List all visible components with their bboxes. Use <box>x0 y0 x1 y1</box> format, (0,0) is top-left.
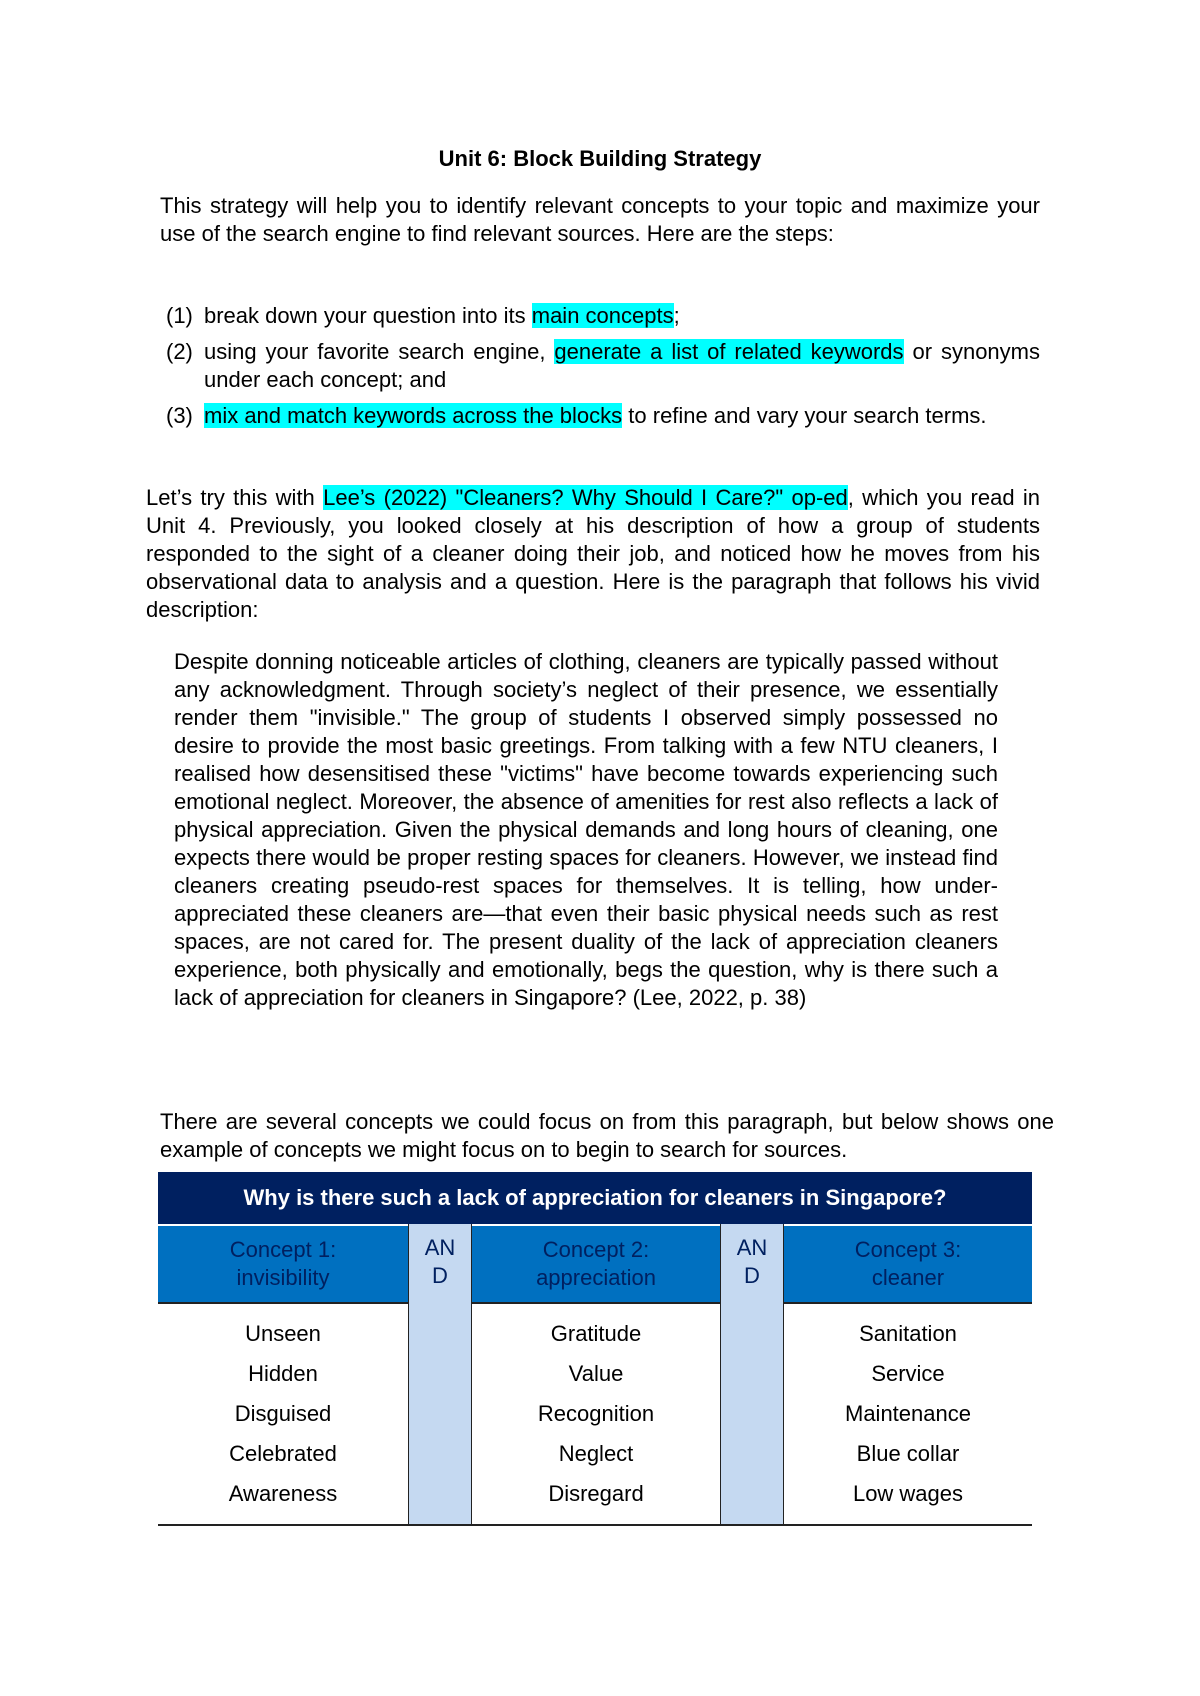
keyword-item: Disguised <box>234 1401 332 1426</box>
concept-2-keywords <box>472 1314 720 1514</box>
steps-list <box>166 302 1040 438</box>
step-highlight: generate a list of related keywords <box>554 339 904 364</box>
keyword-item: Value <box>568 1361 624 1386</box>
step-text-before: break down your question into its <box>204 303 532 328</box>
concept-3-name: cleaner <box>871 1265 945 1290</box>
concept-3-header <box>784 1226 1032 1304</box>
concept-header-row <box>158 1224 1032 1308</box>
page-title: Unit 6: Block Building Strategy <box>438 146 762 171</box>
step-number: (3) <box>166 403 193 428</box>
divider-line <box>784 1302 1032 1304</box>
concept-2-header <box>472 1226 720 1304</box>
keyword-item: Recognition <box>537 1401 655 1426</box>
keyword-item: Maintenance <box>845 1401 971 1426</box>
outro-paragraph: There are several concepts we could focus on from this paragraph, but below shows one example of concepts we might focus on to begin to search for sources. <box>160 1109 1054 1162</box>
concept-2-name: appreciation <box>536 1265 656 1290</box>
concept-1-header <box>158 1226 408 1304</box>
step-text <box>204 402 1040 430</box>
concept-2-label: Concept 2: <box>542 1237 650 1262</box>
and-operator-1: AN D <box>408 1224 472 1526</box>
table-question-header: Why is there such a lack of appreciation for cleaners in Singapore? <box>158 1172 1032 1224</box>
concept-3-keywords <box>784 1314 1032 1514</box>
keyword-item: Unseen <box>245 1321 321 1346</box>
keyword-item: Gratitude <box>550 1321 642 1346</box>
divider-line <box>472 1302 720 1304</box>
keyword-item: Hidden <box>248 1361 318 1386</box>
step-item <box>166 302 1040 330</box>
and-operator-2: AN D <box>720 1224 784 1526</box>
step-text-after: ; <box>673 303 680 328</box>
keyword-item: Neglect <box>558 1441 634 1466</box>
keyword-item: Low wages <box>852 1481 964 1506</box>
step-text <box>204 338 1040 394</box>
step-text-before: using your favorite search engine, <box>204 339 555 364</box>
keyword-item: Blue collar <box>856 1441 960 1466</box>
concept-table <box>158 1172 1032 1526</box>
concept-1-keywords <box>158 1314 408 1514</box>
keyword-item: Awareness <box>228 1481 338 1506</box>
keyword-item: Sanitation <box>859 1321 957 1346</box>
context-paragraph <box>146 484 1040 624</box>
concept-3-label: Concept 3: <box>854 1237 962 1262</box>
intro-paragraph: This strategy will help you to identify relevant concepts to your topic and maximize your use of the search engine to find relevant sources. Here are the steps: <box>160 193 1040 246</box>
divider-line <box>158 1302 408 1304</box>
block-quote: Despite donning noticeable articles of clothing, cleaners are typically passed without any acknowledgment. Through society’s neglect of their presence, we essentially render them "invisible." The group of students I observed simply possessed no desire to provide the most basic greetings. From talking with a few NTU cleaners, I realised how desensitised these "victims" have become towards experiencing such emotional neglect. Moreover, the absence of amenities for rest also reflects a lack of physical appreciation. Given the physical demands and long hours of cleaning, one expects there would be proper resting spaces for cleaners. However, we instead find cleaners creating pseudo-rest spaces for themselves. It is telling, how under-appreciated these cleaners are—that even their basic physical needs such as rest spaces, are not cared for. The present duality of the lack of appreciation cleaners experience, both physically and emotionally, begs the question, why is there such a lack of appreciation for cleaners in Singapore? (Lee, 2022, p. 38) <box>174 649 998 1010</box>
step-highlight: mix and match keywords across the blocks <box>204 403 623 428</box>
step-item <box>166 338 1040 394</box>
step-item <box>166 402 1040 430</box>
step-text-after: or synonyms under each concept; and <box>204 339 1040 392</box>
step-highlight: main concepts <box>531 303 674 328</box>
step-text <box>204 302 1040 330</box>
para-text-before: Let’s try this with <box>146 485 324 510</box>
para-text-after: , which you read in Unit 4. Previously, you looked closely at his description of how a group of students responded to the sight of a cleaner doing their job, and noticed how he moves from his observational data to analysis and a question. Here is the paragraph that follows his vivid description: <box>146 485 1040 622</box>
keyword-item: Celebrated <box>229 1441 337 1466</box>
table-bottom-border <box>158 1524 1032 1526</box>
concept-1-label: Concept 1: <box>229 1237 337 1262</box>
concept-1-name: invisibility <box>236 1265 330 1290</box>
step-number: (2) <box>166 339 193 364</box>
step-number: (1) <box>166 303 193 328</box>
step-text-after: to refine and vary your search terms. <box>622 403 987 428</box>
keyword-item: Disregard <box>548 1481 644 1506</box>
citation-highlight: Lee’s (2022) "Cleaners? Why Should I Care?" op-ed <box>323 485 848 510</box>
keyword-item: Service <box>871 1361 945 1386</box>
